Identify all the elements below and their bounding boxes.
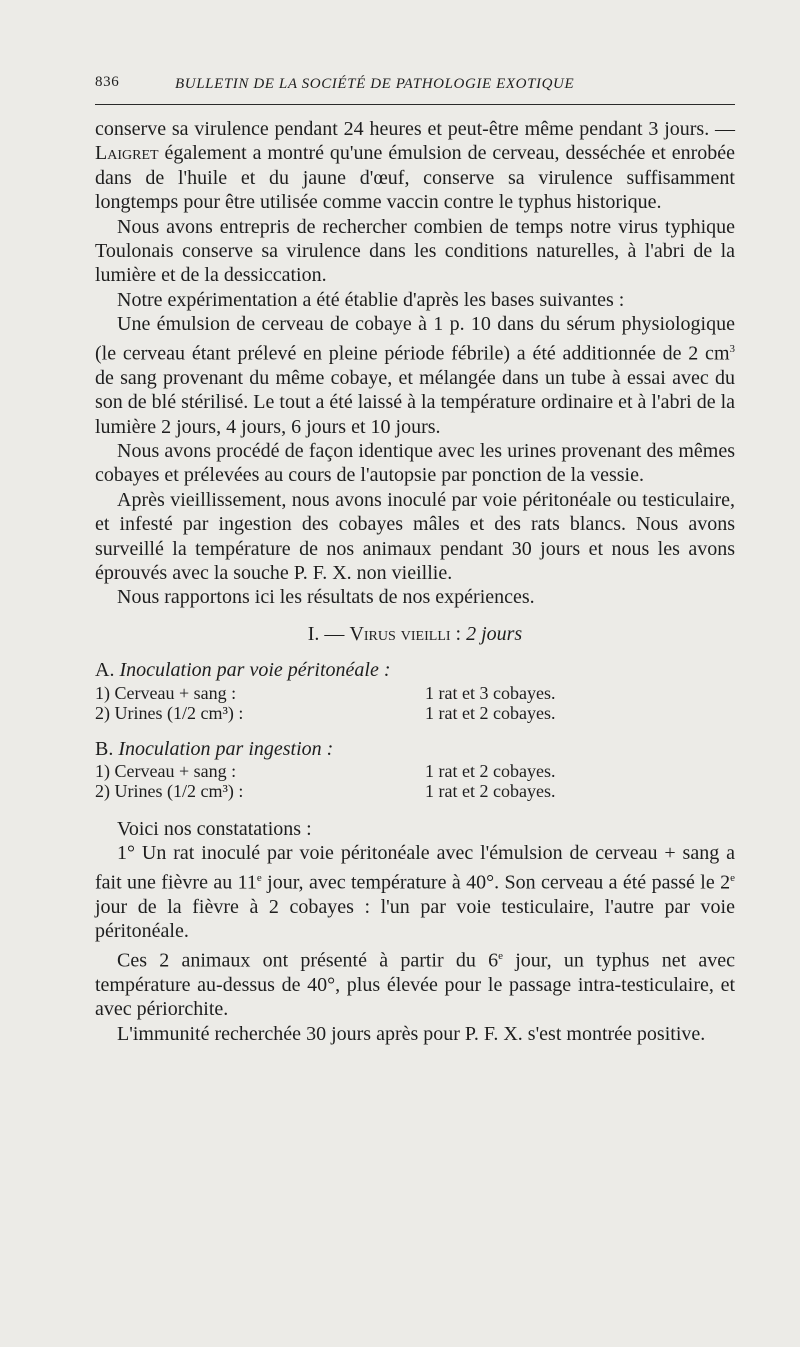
section-heading: I. — Virus vieilli : 2 jours xyxy=(307,622,523,645)
list-item: 1) Cerveau + sang : 1 rat et 2 cobayes. xyxy=(95,761,556,781)
list-item: 2) Urines (1/2 cm³) : 1 rat et 2 cobayes. xyxy=(95,702,556,723)
paragraph-1: conserve sa virulence pendant 24 heures et peut-être même pendant 3 jours. — Laigret également a montré qu'une émulsion de cerveau, desséchée et enrobée dans de l'huile et du jaune d'œuf, conserve sa virulence suffisamment longtemps pour être utilisée comme vaccin contre le typhus historique. xyxy=(95,118,735,214)
paragraph-3: Notre expérimentation a été établie d'après les bases suivantes : xyxy=(117,288,625,311)
paragraph-11: L'immunité recherchée 30 jours après pour P. F. X. s'est montrée positive. xyxy=(117,1022,706,1045)
list-item: 2) Urines (1/2 cm³) : 1 rat et 2 cobayes. xyxy=(95,781,556,801)
paragraph-6: Après vieillissement, nous avons inoculé par voie péritonéale ou testiculaire, et infesté par ingestion des cobayes mâles et des rats blancs. Nous avons surveillé la température de nos animaux pendant 30 jours et nous les avons éprouvés avec la souche P. F. X. non vieillie. xyxy=(95,488,735,584)
paragraph-9: 1° Un rat inoculé par voie péritonéale avec l'émulsion de cerveau + sang a fait une fièvre au 11e jour, avec température à 40°. Son cerveau a été passé le 2e jour de la fièvre à 2 cobayes : l'un par voie testiculaire, l'autre par voie péritonéale. xyxy=(95,842,735,943)
paragraph-7: Nous rapportons ici les résultats de nos expériences. xyxy=(117,586,535,609)
subsection-b-list xyxy=(95,761,735,801)
paragraph-2: Nous avons entrepris de rechercher combien de temps notre virus typhique Toulonais conserve sa virulence dans les conditions naturelles, à l'abri de la lumière et de la dessiccation. xyxy=(95,215,735,287)
running-title: BULLETIN DE LA SOCIÉTÉ DE PATHOLOGIE EXOTIQUE xyxy=(175,76,575,92)
author-name: Laigret xyxy=(95,142,159,165)
subsection-b-heading: B. Inoculation par ingestion : xyxy=(95,737,334,760)
header-rule xyxy=(95,104,735,105)
paragraph-5: Nous avons procédé de façon identique avec les urines provenant des mêmes cobayes et prélevées au cours de l'autopsie par ponction de la vessie. xyxy=(95,439,735,487)
paragraph-4: Une émulsion de cerveau de cobaye à 1 p. 10 dans du sérum physiologique (le cerveau étant prélevé en pleine période fébrile) a été additionnée de 2 $cm^3$ de sang provenant du même cobaye, et mélangée dans un tube à essai avec du son de blé stérilisé. Le tout a été laissé à la température ordinaire et à l'abri de la lumière 2 jours, 4 jours, 6 jours et 10 jours. xyxy=(95,313,735,438)
list-item: 1) Cerveau + sang : 1 rat et 3 cobayes. xyxy=(95,682,556,703)
paragraph-10: Ces 2 animaux ont présenté à partir du 6e jour, un typhus net avec température au-dessus de 40°, plus élevée pour le passage intra-testiculaire, et avec périorchite. xyxy=(95,949,735,1021)
body-text xyxy=(95,117,735,1046)
paragraph-8: Voici nos constatations : xyxy=(117,818,312,840)
subsection-a-list xyxy=(95,683,735,723)
subsection-a-heading: A. Inoculation par voie péritonéale : xyxy=(95,659,391,682)
page-number: 836 xyxy=(95,74,120,90)
